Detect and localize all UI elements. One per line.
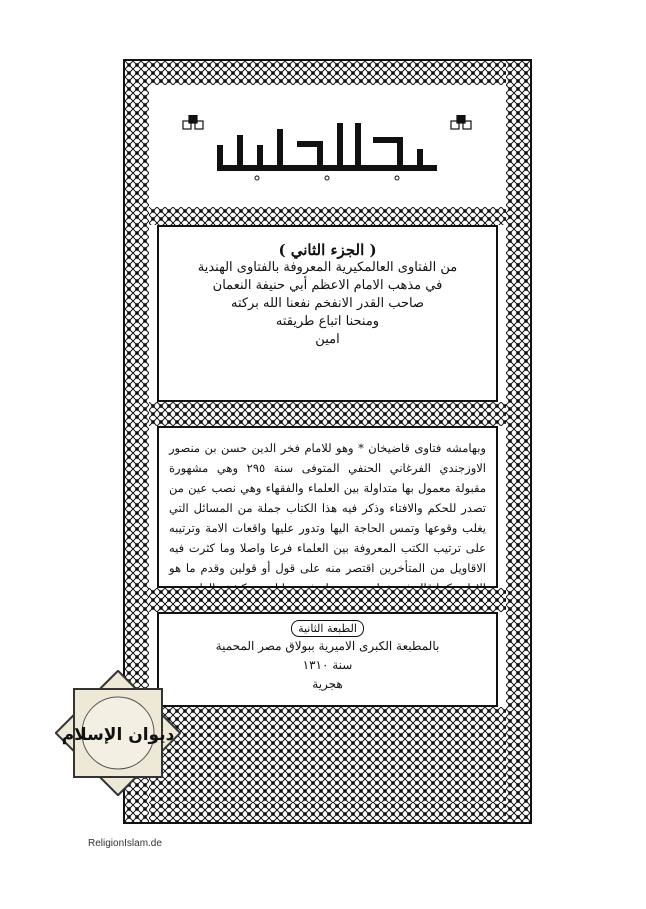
dedication-line-2: ومنحنا اتباع طريقته xyxy=(275,314,380,329)
amin-line: امين xyxy=(315,332,340,347)
hijri-line: هجرية xyxy=(312,677,343,691)
ornament-strip-1 xyxy=(149,207,506,225)
margin-note-panel xyxy=(157,426,498,588)
border-right xyxy=(506,61,530,822)
ornament-strip-2 xyxy=(149,402,506,426)
madhab-line: في مذهب الامام الاعظم أبي حنيفة النعمان xyxy=(212,278,443,293)
title-panel xyxy=(149,85,506,207)
year-line: سنة ١٣١٠ xyxy=(302,658,353,672)
ornament-strip-3 xyxy=(149,588,506,612)
site-credit: ReligionIslam.de xyxy=(88,838,162,849)
press-line: بالمطبعة الكبرى الاميرية ببولاق مصر المحمية xyxy=(215,639,440,653)
book-frame xyxy=(123,59,532,824)
border-top xyxy=(125,61,530,85)
edition-label: الطبعة الثانية xyxy=(291,620,364,637)
kufic-title-ornament xyxy=(177,115,477,185)
volume-label: ( الجزء الثاني ) xyxy=(278,241,377,259)
ornament-block-bottom xyxy=(149,707,506,802)
seal-logo xyxy=(55,670,181,796)
margin-note-text: وبهامشه فتاوى قاضيخان * وهو للامام فخر الدين حسن بن منصور الاوزجندي الفرغاني الحنفي المتوفى سنة ٢٩٥ وهي مشهورة مقبولة معمول بها متداولة بين العلماء والفقهاء وهي نصب عين من تصدر للحكم والافتاء وذكر فيه هذا الكتاب جملة من المسائل التي يغلب وقوعها وتمس الحاجة اليها وتدور عليها واقعات الامة وترتيبه على ترتيب الكتب المعروفة بين العلماء فرعا واصلا وما كثرت فيه الاقاويل من المتأخرين اقتصر منه على قول أو قولين وقدم ما هو xyxy=(169,441,486,575)
imprint-panel xyxy=(157,612,498,707)
dedication-line-1: صاحب القدر الانفخم نفعنا الله بركته xyxy=(230,296,425,311)
book-title-line: من الفتاوى العالمكيرية المعروفة بالفتاوى الهندية xyxy=(197,260,458,275)
border-bottom xyxy=(125,802,530,822)
title-text-panel xyxy=(157,225,498,402)
seal-text: ديوان الإسلام xyxy=(61,725,175,745)
